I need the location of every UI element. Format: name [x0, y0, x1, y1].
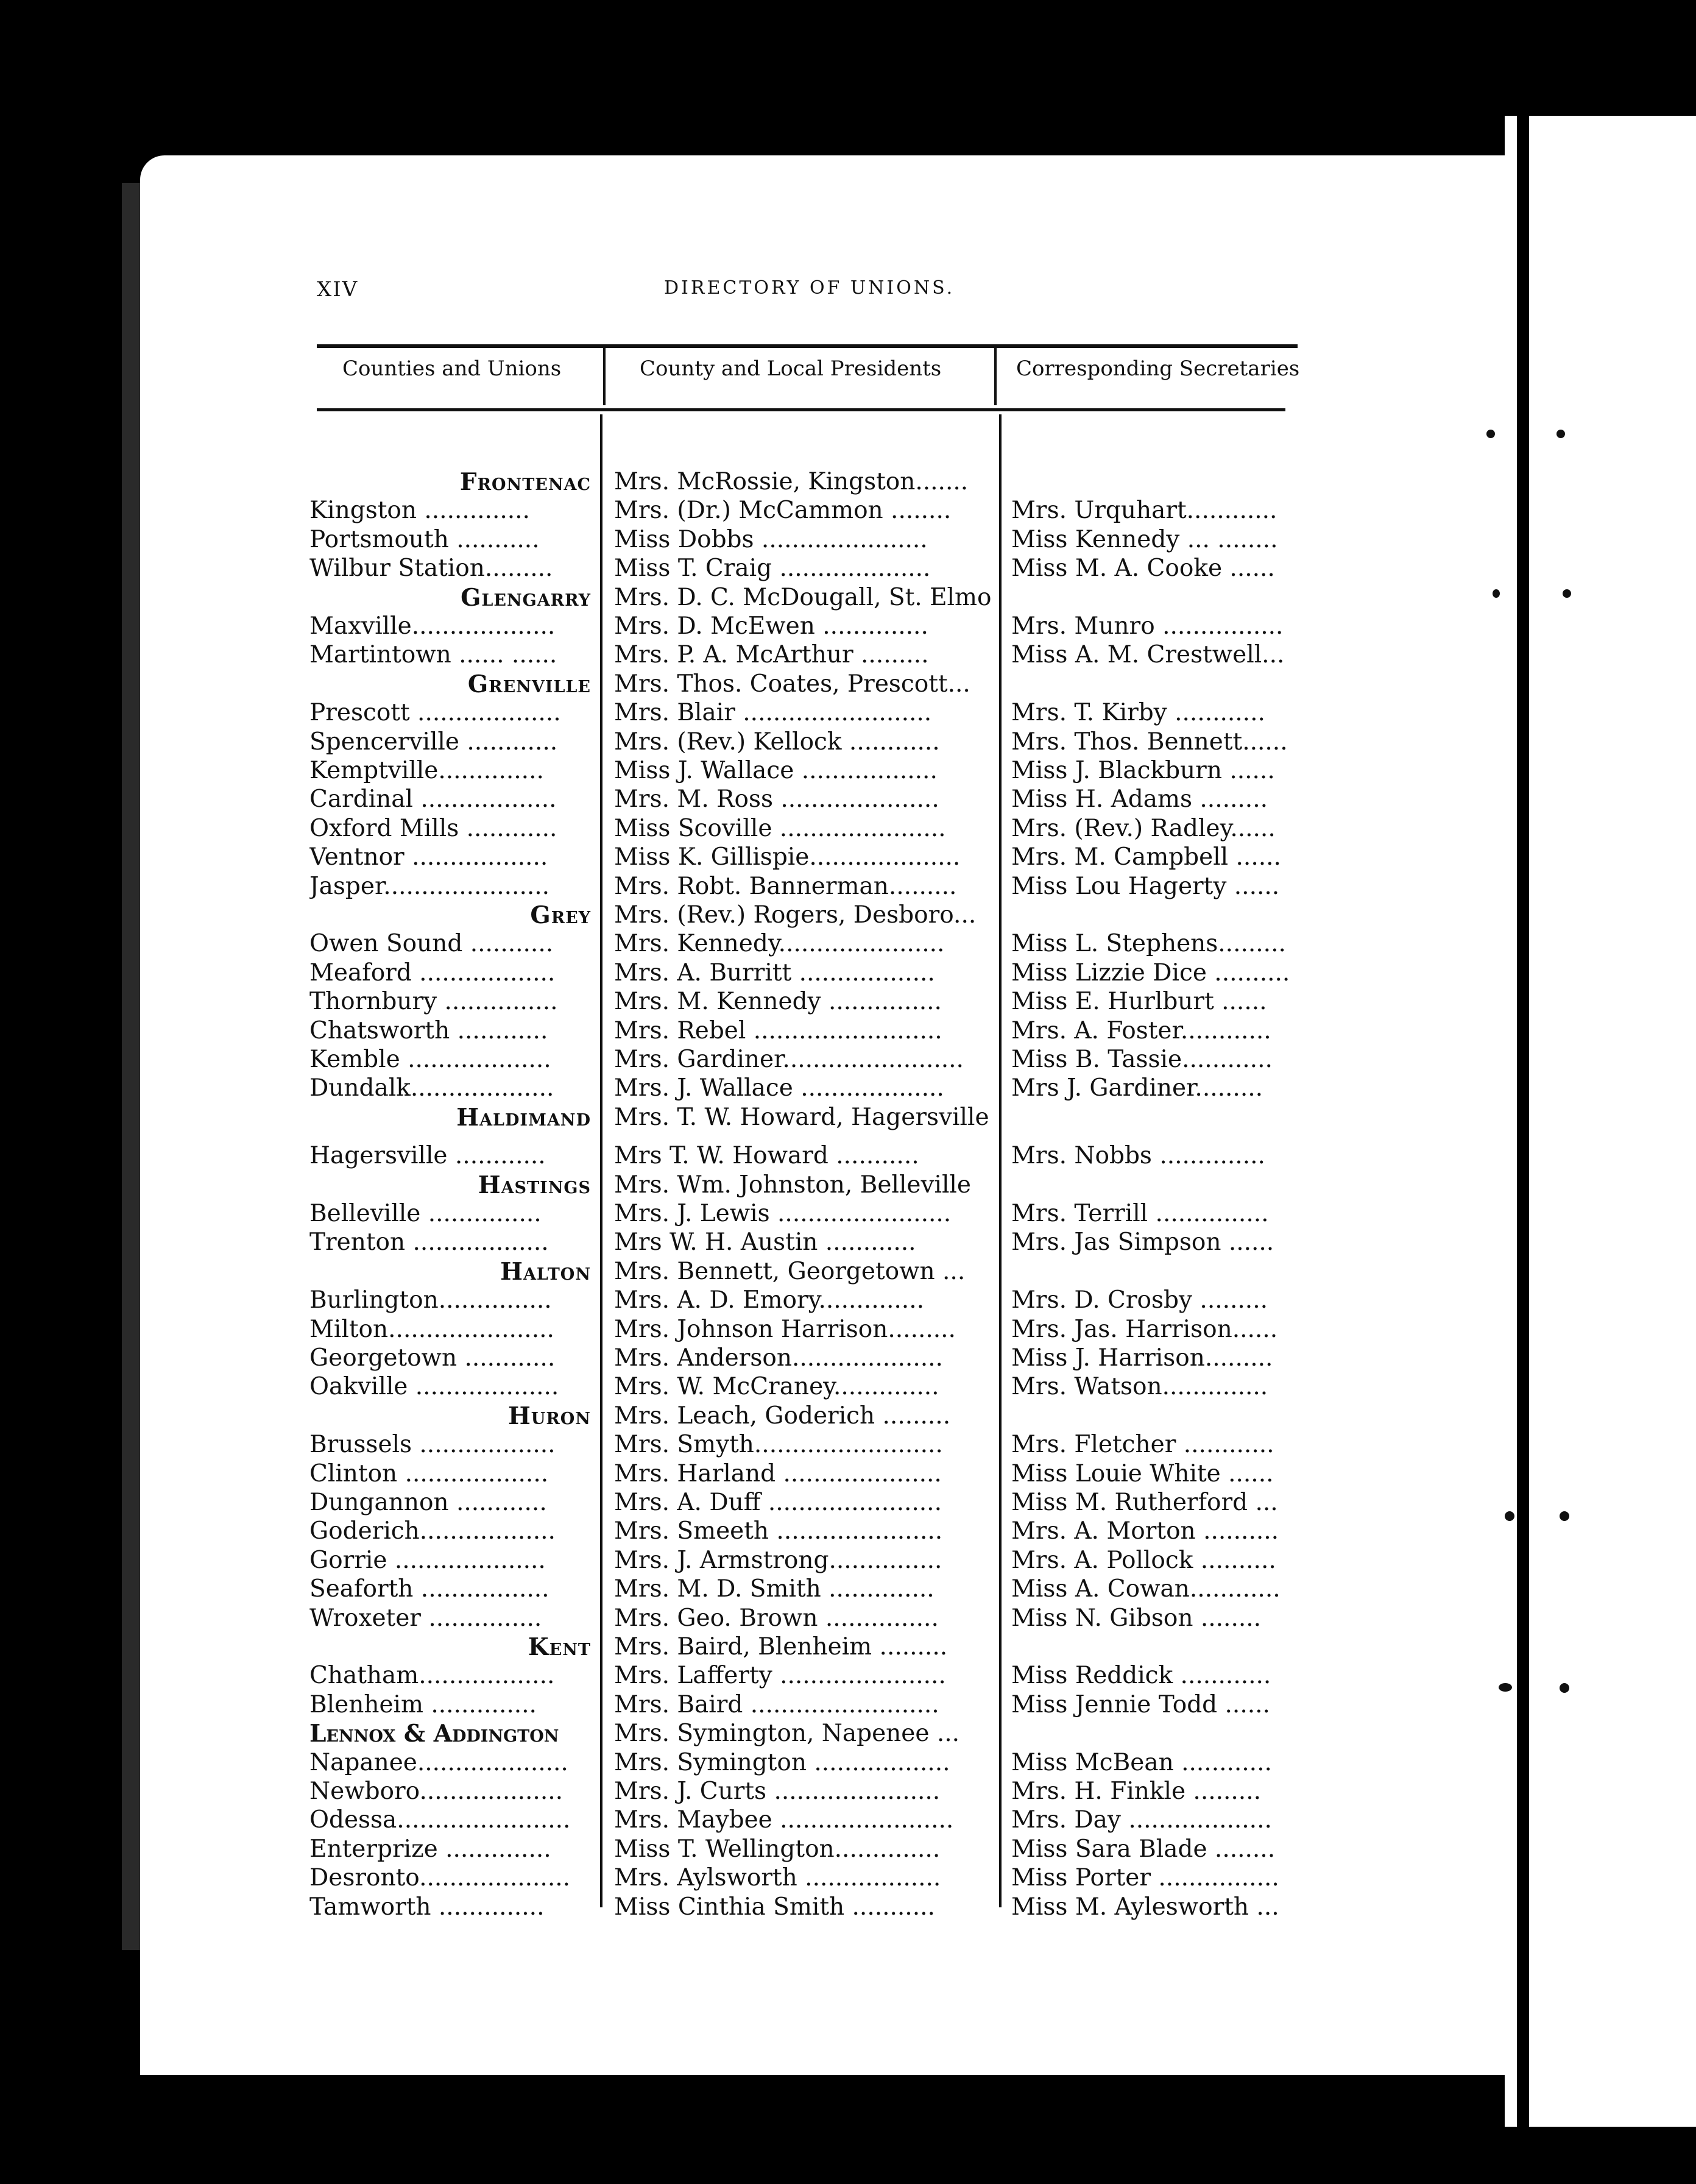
secretary-name: Mrs. Jas Simpson ......: [1011, 1228, 1274, 1257]
union-name: Burlington...............: [309, 1286, 552, 1314]
secretary-name: Miss B. Tassie............: [1011, 1046, 1273, 1073]
column-header-counties: Counties and Unions: [342, 356, 562, 381]
table-row: [0, 1316, 1696, 1344]
union-name: Ventnor ..................: [309, 843, 548, 871]
table-row: [0, 1402, 1696, 1431]
table-row: [0, 1286, 1696, 1315]
union-name: Brussels ..................: [309, 1431, 556, 1459]
union-name: Tamworth ..............: [309, 1893, 545, 1921]
president-name: Mrs. Smeeth ......................: [614, 1517, 943, 1545]
table-row: [0, 612, 1696, 641]
president-name: Mrs. W. McCraney..............: [614, 1373, 939, 1401]
secretary-name: Mrs. Nobbs ..............: [1011, 1142, 1265, 1170]
secretary-name: Miss E. Hurlburt ......: [1011, 988, 1267, 1016]
ink-speck: [1505, 1511, 1514, 1521]
table-row: [0, 1749, 1696, 1778]
union-name: Spencerville ............: [309, 728, 558, 756]
president-name: Mrs. Bennett, Georgetown ...: [614, 1257, 966, 1285]
union-name: Meaford ..................: [309, 959, 556, 987]
table-row: [0, 785, 1696, 814]
president-name: Mrs. Geo. Brown ...............: [614, 1604, 939, 1632]
table-row: [0, 468, 1696, 497]
union-name: Belleville ...............: [309, 1200, 542, 1227]
table-row: [0, 901, 1696, 930]
table-row: [0, 1547, 1696, 1575]
union-name: Chatsworth ............: [309, 1016, 548, 1044]
secretary-name: Miss A. M. Crestwell...: [1011, 641, 1285, 669]
ink-speck: [1486, 430, 1495, 438]
secretary-name: Miss Lou Hagerty ......: [1011, 872, 1280, 900]
president-name: Mrs. Smyth.........................: [614, 1431, 943, 1459]
table-row: [0, 1258, 1696, 1286]
secretary-name: Miss J. Harrison.........: [1011, 1344, 1273, 1372]
table-row: [0, 1171, 1696, 1200]
secretary-name: Miss Jennie Todd ......: [1011, 1690, 1270, 1718]
president-name: Mrs. Lafferty ......................: [614, 1662, 946, 1690]
ink-speck: [1563, 589, 1571, 598]
table-row: [0, 1720, 1696, 1748]
table-row: [0, 1460, 1696, 1489]
column-header-secretaries: Corresponding Secretaries: [1016, 356, 1300, 381]
president-name: Mrs. J. Armstrong...............: [614, 1546, 942, 1574]
secretary-name: Mrs. Munro ................: [1011, 612, 1284, 640]
union-name: Seaforth .................: [309, 1575, 549, 1603]
president-name: Mrs. Maybee .......................: [614, 1806, 954, 1834]
table-row: [0, 1017, 1696, 1046]
secretary-name: Mrs. A. Pollock ..........: [1011, 1546, 1276, 1574]
president-name: Mrs. Leach, Goderich .........: [614, 1402, 951, 1430]
union-name: Maxville...................: [309, 612, 556, 640]
president-name: Mrs. M. D. Smith ..............: [614, 1575, 935, 1603]
page-number: XIV: [317, 277, 359, 302]
president-name: Mrs. Robt. Bannerman.........: [614, 872, 957, 900]
union-name: Prescott ...................: [309, 699, 561, 727]
union-name: Odessa.......................: [309, 1806, 571, 1834]
president-name: Mrs W. H. Austin ............: [614, 1228, 916, 1257]
president-name: Mrs. A. Burritt ..................: [614, 959, 935, 987]
president-name: Mrs. Johnson Harrison.........: [614, 1315, 956, 1343]
union-name: Hagersville ............: [309, 1142, 546, 1170]
county-heading: Huron: [507, 1402, 591, 1430]
table-row: [0, 1431, 1696, 1459]
secretary-name: Miss M. Aylesworth ...: [1011, 1893, 1279, 1921]
county-heading: Grenville: [467, 670, 591, 698]
county-heading: Halton: [500, 1257, 591, 1286]
president-name: Mrs. Baird .........................: [614, 1690, 939, 1718]
president-name: Mrs. T. W. Howard, Hagersville: [614, 1103, 989, 1131]
president-name: Mrs. A. D. Emory..............: [614, 1286, 924, 1314]
president-name: Mrs. Rebel .........................: [614, 1016, 942, 1044]
president-name: Mrs. J. Lewis .......................: [614, 1200, 952, 1227]
president-name: Mrs. (Rev.) Rogers, Desboro...: [614, 901, 977, 929]
secretary-name: Mrs. M. Campbell ......: [1011, 843, 1281, 871]
secretary-name: Mrs. Fletcher ............: [1011, 1431, 1274, 1459]
president-name: Mrs. J. Wallace ...................: [614, 1074, 944, 1102]
secretary-name: Miss M. A. Cooke ......: [1011, 555, 1275, 583]
president-name: Mrs. M. Kennedy ...............: [614, 988, 942, 1016]
secretary-name: Miss M. Rutherford ...: [1011, 1489, 1278, 1516]
union-name: Trenton ..................: [309, 1228, 549, 1257]
header-divider-2: [994, 344, 997, 405]
secretary-name: Mrs. Thos. Bennett......: [1011, 728, 1288, 756]
union-name: Georgetown ............: [309, 1344, 556, 1372]
county-heading: Frontenac: [459, 468, 591, 496]
president-name: Mrs. Anderson....................: [614, 1344, 943, 1372]
president-name: Mrs. D. C. McDougall, St. Elmo: [614, 583, 992, 611]
president-name: Mrs. Baird, Blenheim .........: [614, 1633, 948, 1661]
president-name: Miss J. Wallace ..................: [614, 757, 938, 784]
secretary-name: Miss Lizzie Dice ..........: [1011, 959, 1290, 987]
secretary-name: Miss Kennedy ... ........: [1011, 525, 1278, 553]
ink-speck: [1493, 589, 1500, 598]
union-name: Chatham..................: [309, 1662, 555, 1690]
table-row: [0, 1373, 1696, 1402]
ink-speck: [1560, 1683, 1569, 1693]
table-row: [0, 1893, 1696, 1922]
union-name: Clinton ...................: [309, 1459, 549, 1487]
union-name: Thornbury ...............: [309, 988, 558, 1016]
union-name: Gorrie ....................: [309, 1546, 546, 1574]
table-row: [0, 1517, 1696, 1546]
table-row: [0, 1691, 1696, 1720]
secretary-name: Miss H. Adams .........: [1011, 785, 1268, 814]
union-name: Kingston ..............: [309, 497, 530, 525]
table-row: [0, 1778, 1696, 1806]
header-bottom-rule: [317, 408, 1285, 411]
secretary-name: Miss L. Stephens.........: [1011, 930, 1286, 958]
president-name: Mrs. Aylsworth ..................: [614, 1864, 941, 1892]
table-row: [0, 1046, 1696, 1074]
table-row: [0, 1142, 1696, 1171]
union-name: Martintown ...... ......: [309, 641, 557, 669]
table-row: [0, 497, 1696, 525]
table-row: [0, 670, 1696, 699]
table-row: [0, 1864, 1696, 1893]
union-name: Wroxeter ...............: [309, 1604, 542, 1632]
union-name: Dungannon ............: [309, 1489, 547, 1516]
county-heading: Hastings: [478, 1171, 591, 1199]
secretary-name: Miss A. Cowan............: [1011, 1575, 1281, 1603]
president-name: Miss T. Wellington..............: [614, 1835, 941, 1863]
union-name: Dundalk...................: [309, 1074, 554, 1102]
table-row: [0, 757, 1696, 785]
county-heading: Kent: [528, 1633, 591, 1661]
president-name: Mrs. Symington, Napenee ...: [614, 1720, 960, 1748]
secretary-name: Miss McBean ............: [1011, 1748, 1272, 1776]
secretary-name: Mrs. Watson..............: [1011, 1373, 1268, 1401]
president-name: Mrs. Kennedy......................: [614, 930, 945, 958]
union-name: Portsmouth ...........: [309, 525, 540, 553]
president-name: Mrs. Gardiner........................: [614, 1046, 964, 1073]
table-row: [0, 1104, 1696, 1132]
secretary-name: Miss Sara Blade ........: [1011, 1835, 1276, 1863]
union-name: Napanee....................: [309, 1748, 568, 1776]
president-name: Mrs. Symington ..................: [614, 1748, 950, 1776]
header-top-rule: [317, 344, 1298, 348]
president-name: Mrs. (Rev.) Kellock ............: [614, 728, 940, 756]
president-name: Mrs. Blair .........................: [614, 699, 932, 727]
union-name: Cardinal ..................: [309, 785, 557, 814]
table-row: [0, 1575, 1696, 1604]
column-header-presidents: County and Local Presidents: [640, 356, 942, 381]
president-name: Mrs. Thos. Coates, Prescott...: [614, 670, 970, 698]
union-name: Kemptville..............: [309, 757, 544, 784]
president-name: Mrs. Wm. Johnston, Belleville: [614, 1171, 971, 1199]
county-heading: Lennox & Addington: [309, 1720, 559, 1748]
table-row: [0, 699, 1696, 728]
president-name: Mrs T. W. Howard ...........: [614, 1142, 919, 1170]
table-row: [0, 1228, 1696, 1257]
header-divider-1: [603, 344, 606, 405]
union-name: Oakville ...................: [309, 1373, 559, 1401]
secretary-name: Mrs. T. Kirby ............: [1011, 699, 1265, 727]
union-name: Desronto....................: [309, 1864, 571, 1892]
ink-speck: [1560, 1511, 1569, 1521]
running-title: DIRECTORY OF UNIONS.: [664, 277, 955, 299]
president-name: Mrs. D. McEwen ..............: [614, 612, 928, 640]
county-heading: Glengarry: [461, 583, 591, 612]
secretary-name: Miss Reddick ............: [1011, 1662, 1271, 1690]
secretary-name: Mrs. Jas. Harrison......: [1011, 1315, 1278, 1343]
president-name: Mrs. M. Ross .....................: [614, 785, 939, 814]
secretary-name: Miss Louie White ......: [1011, 1459, 1274, 1487]
table-row: [0, 1604, 1696, 1633]
union-name: Kemble ...................: [309, 1046, 551, 1073]
union-name: Newboro...................: [309, 1778, 564, 1805]
president-name: Mrs. (Dr.) McCammon ........: [614, 497, 952, 525]
table-row: [0, 1835, 1696, 1864]
table-row: [0, 1074, 1696, 1103]
union-name: Oxford Mills ............: [309, 814, 557, 842]
secretary-name: Mrs. (Rev.) Radley......: [1011, 814, 1276, 842]
secretary-name: Mrs. D. Crosby .........: [1011, 1286, 1268, 1314]
table-row: [0, 843, 1696, 872]
president-name: Mrs. P. A. McArthur .........: [614, 641, 929, 669]
union-name: Milton......................: [309, 1315, 554, 1343]
table-row: [0, 584, 1696, 612]
table-row: [0, 1633, 1696, 1662]
ink-speck: [1556, 430, 1565, 438]
president-name: Mrs. McRossie, Kingston.......: [614, 468, 969, 495]
table-row: [0, 555, 1696, 583]
president-name: Miss K. Gillispie....................: [614, 843, 961, 871]
secretary-name: Mrs. A. Morton ..........: [1011, 1517, 1279, 1545]
president-name: Miss Scoville ......................: [614, 814, 946, 842]
table-row: [0, 930, 1696, 959]
union-name: Enterprize ..............: [309, 1835, 551, 1863]
president-name: Miss Cinthia Smith ...........: [614, 1893, 935, 1921]
secretary-name: Mrs. H. Finkle .........: [1011, 1778, 1261, 1805]
union-name: Jasper......................: [309, 872, 550, 900]
table-row: [0, 728, 1696, 757]
county-heading: Grey: [530, 901, 591, 929]
union-name: Blenheim ..............: [309, 1690, 537, 1718]
ink-speck: [1499, 1683, 1512, 1692]
secretary-name: Miss N. Gibson ........: [1011, 1604, 1262, 1632]
table-row: [0, 988, 1696, 1016]
union-name: Wilbur Station.........: [309, 555, 553, 583]
union-name: Owen Sound ...........: [309, 930, 554, 958]
president-name: Mrs. Harland .....................: [614, 1459, 942, 1487]
table-row: [0, 526, 1696, 555]
secretary-name: Mrs. Terrill ...............: [1011, 1200, 1269, 1227]
county-heading: Haldimand: [456, 1103, 591, 1132]
president-name: Mrs. A. Duff .......................: [614, 1489, 942, 1516]
secretary-name: Mrs J. Gardiner.........: [1011, 1074, 1263, 1102]
union-name: Goderich..................: [309, 1517, 556, 1545]
secretary-name: Mrs. Day ...................: [1011, 1806, 1272, 1834]
president-name: Miss T. Craig ....................: [614, 555, 931, 583]
secretary-name: Mrs. A. Foster............: [1011, 1016, 1271, 1044]
secretary-name: Miss J. Blackburn ......: [1011, 757, 1275, 784]
table-row: [0, 1806, 1696, 1835]
table-row: [0, 815, 1696, 843]
secretary-name: Miss Porter ................: [1011, 1864, 1279, 1892]
table-row: [0, 641, 1696, 670]
table-row: [0, 1200, 1696, 1228]
table-row: [0, 1489, 1696, 1517]
secretary-name: Mrs. Urquhart............: [1011, 497, 1277, 525]
table-row: [0, 1662, 1696, 1690]
table-row: [0, 873, 1696, 901]
president-name: Miss Dobbs ......................: [614, 525, 928, 553]
table-row: [0, 959, 1696, 988]
table-row: [0, 1344, 1696, 1373]
president-name: Mrs. J. Curts ......................: [614, 1778, 941, 1805]
